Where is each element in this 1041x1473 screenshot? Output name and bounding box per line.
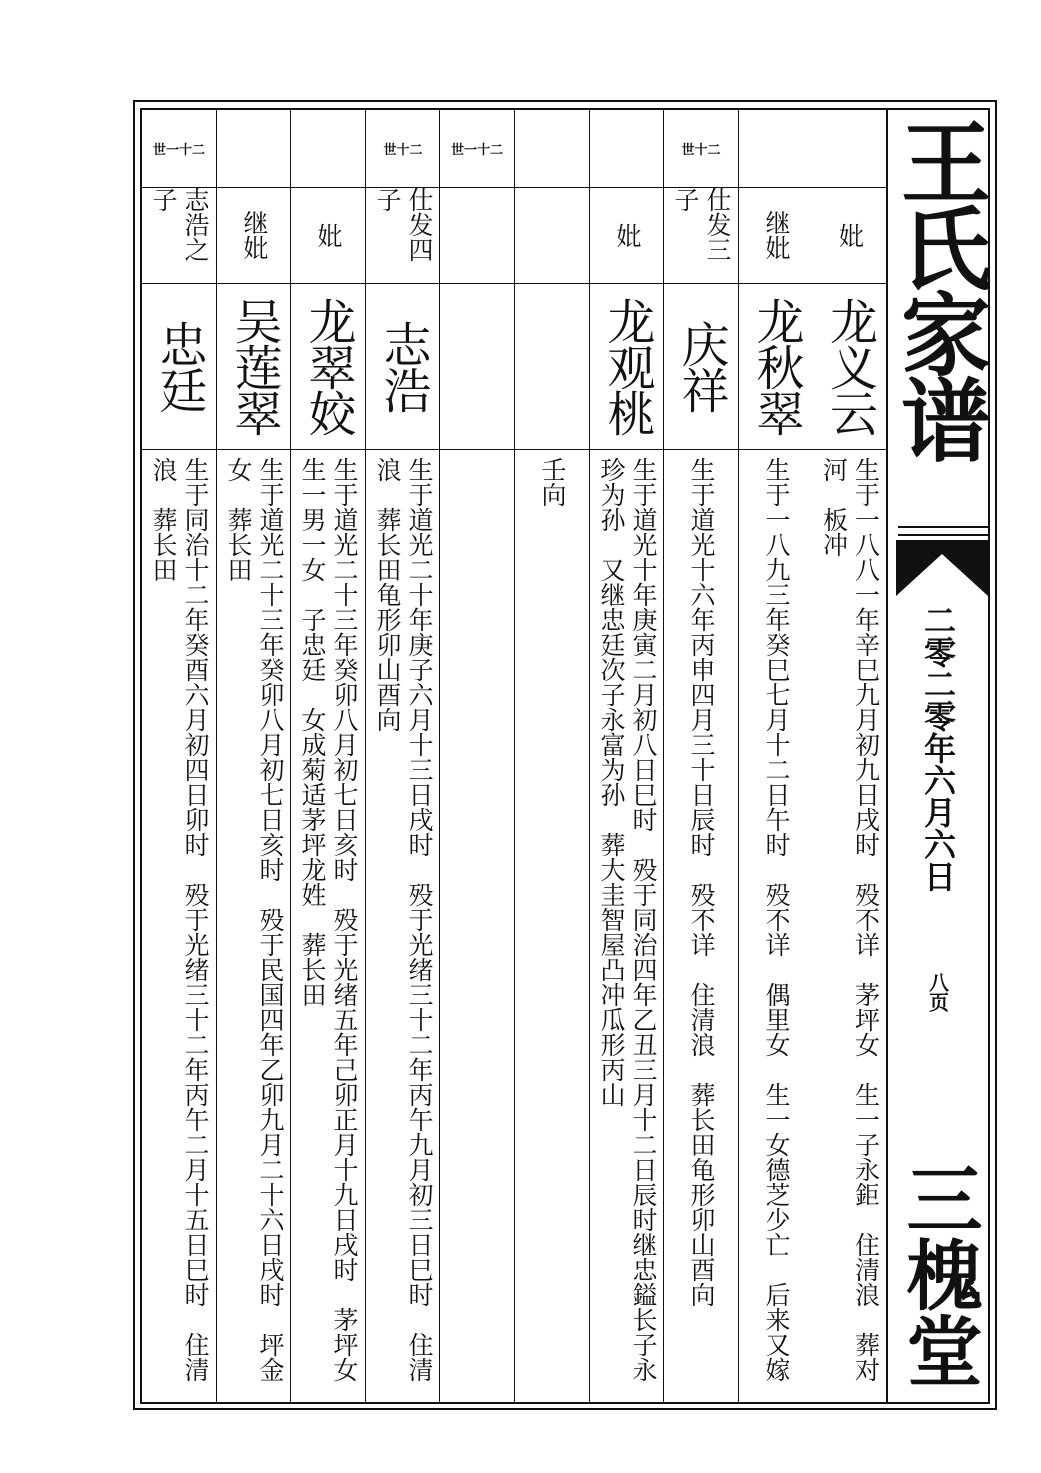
biography-text: 生于道光十六年丙申四月三十日辰时 殁不详 住清浪 葬长田龟形卯山酉向: [687, 457, 716, 1307]
genealogy-table: [141, 109, 887, 1407]
biography-text: 生于道光二十三年癸卯八月初七日亥时 殁于光绪五年己卯正月十九日戌时 茅坪女 生一男一女 子忠廷 女成菊适茅坪龙姓 葬长田: [298, 457, 359, 1407]
title-column: [885, 110, 991, 1402]
title-rule: [898, 534, 988, 536]
person-name: 庆祥: [673, 320, 729, 412]
table-column: [514, 109, 589, 1403]
table-column: [812, 109, 887, 1403]
person-name: 忠廷: [151, 320, 207, 412]
biography-text: 生于道光二十三年癸卯八月初七日亥时 殁于民国四年乙卯九月二十六日戌时 坪金女 葬长田: [224, 457, 285, 1382]
generation-label: 世一十二: [152, 142, 205, 158]
relation-label: 妣: [613, 222, 642, 248]
person-name: 龙秋翠: [748, 297, 804, 435]
page-number: 八页: [925, 972, 950, 1012]
table-column: [216, 109, 291, 1403]
title-rule: [898, 526, 988, 528]
relation-label: 妣: [835, 222, 865, 248]
relation-label: 仕发三子: [671, 187, 732, 262]
table-column: [365, 109, 440, 1403]
person-name: 龙义云: [821, 297, 878, 435]
person-name: 志浩: [375, 320, 431, 412]
row-divider: [141, 449, 887, 450]
row-divider: [141, 283, 887, 284]
relation-label: 继妣: [762, 210, 791, 260]
biography-text: 生于道光十年庚寅二月初八日巳时 殁于同治四年乙丑三月十二日辰时继忠鎰长子永珍为孙 又继忠廷次子永富为孙 葬大圭智屋凸冲瓜形丙山: [597, 457, 658, 1382]
biography-text: 生于一八九三年癸巳七月十二日午时 殁不详 偶里女 生一女德芝少亡 后来又嫁: [762, 457, 791, 1382]
publication-date: 二零二零年六月六日: [919, 604, 957, 892]
relation-label: 妣: [314, 222, 343, 248]
table-column: [738, 109, 813, 1403]
generation-label: 世十二: [681, 142, 721, 158]
person-name: 龙翠姣: [300, 297, 356, 435]
biography-text: 生于道光二十年庚子六月十三日戌时 殁于光绪三十二年丙午九月初三日巳时 住清浪 葬长田龟形卯山酉向: [373, 457, 434, 1382]
table-column: [141, 109, 216, 1403]
table-column: [663, 109, 738, 1403]
biography-text: 生于同治十二年癸酉六月初四日卯时 殁于光绪三十二年丙午二月十五日巳时 住清浪 葬长田: [149, 457, 210, 1382]
page-title: 王氏家谱: [885, 116, 991, 460]
table-column: [439, 109, 514, 1403]
chevron-ornament: [896, 540, 988, 596]
person-name: 吴莲翠: [226, 297, 282, 435]
hall-name: 三槐堂: [894, 1160, 983, 1388]
table-column: [589, 109, 664, 1403]
row-divider: [141, 187, 887, 188]
relation-label: 志浩之子: [149, 187, 210, 262]
relation-label: 继妣: [240, 210, 269, 260]
biography-text: 生于一八八一年辛巳九月初九日戌时 殁不详 茅坪女 生一子永鉅 住清浪 葬对河 板冲: [819, 457, 881, 1382]
generation-label: 世一十二: [450, 142, 503, 158]
relation-label: 仕发四子: [373, 187, 434, 262]
table-column: [290, 109, 365, 1407]
generation-label: 世十二: [383, 142, 423, 158]
biography-text: 壬向: [538, 457, 567, 507]
person-name: 龙观桃: [599, 297, 655, 435]
